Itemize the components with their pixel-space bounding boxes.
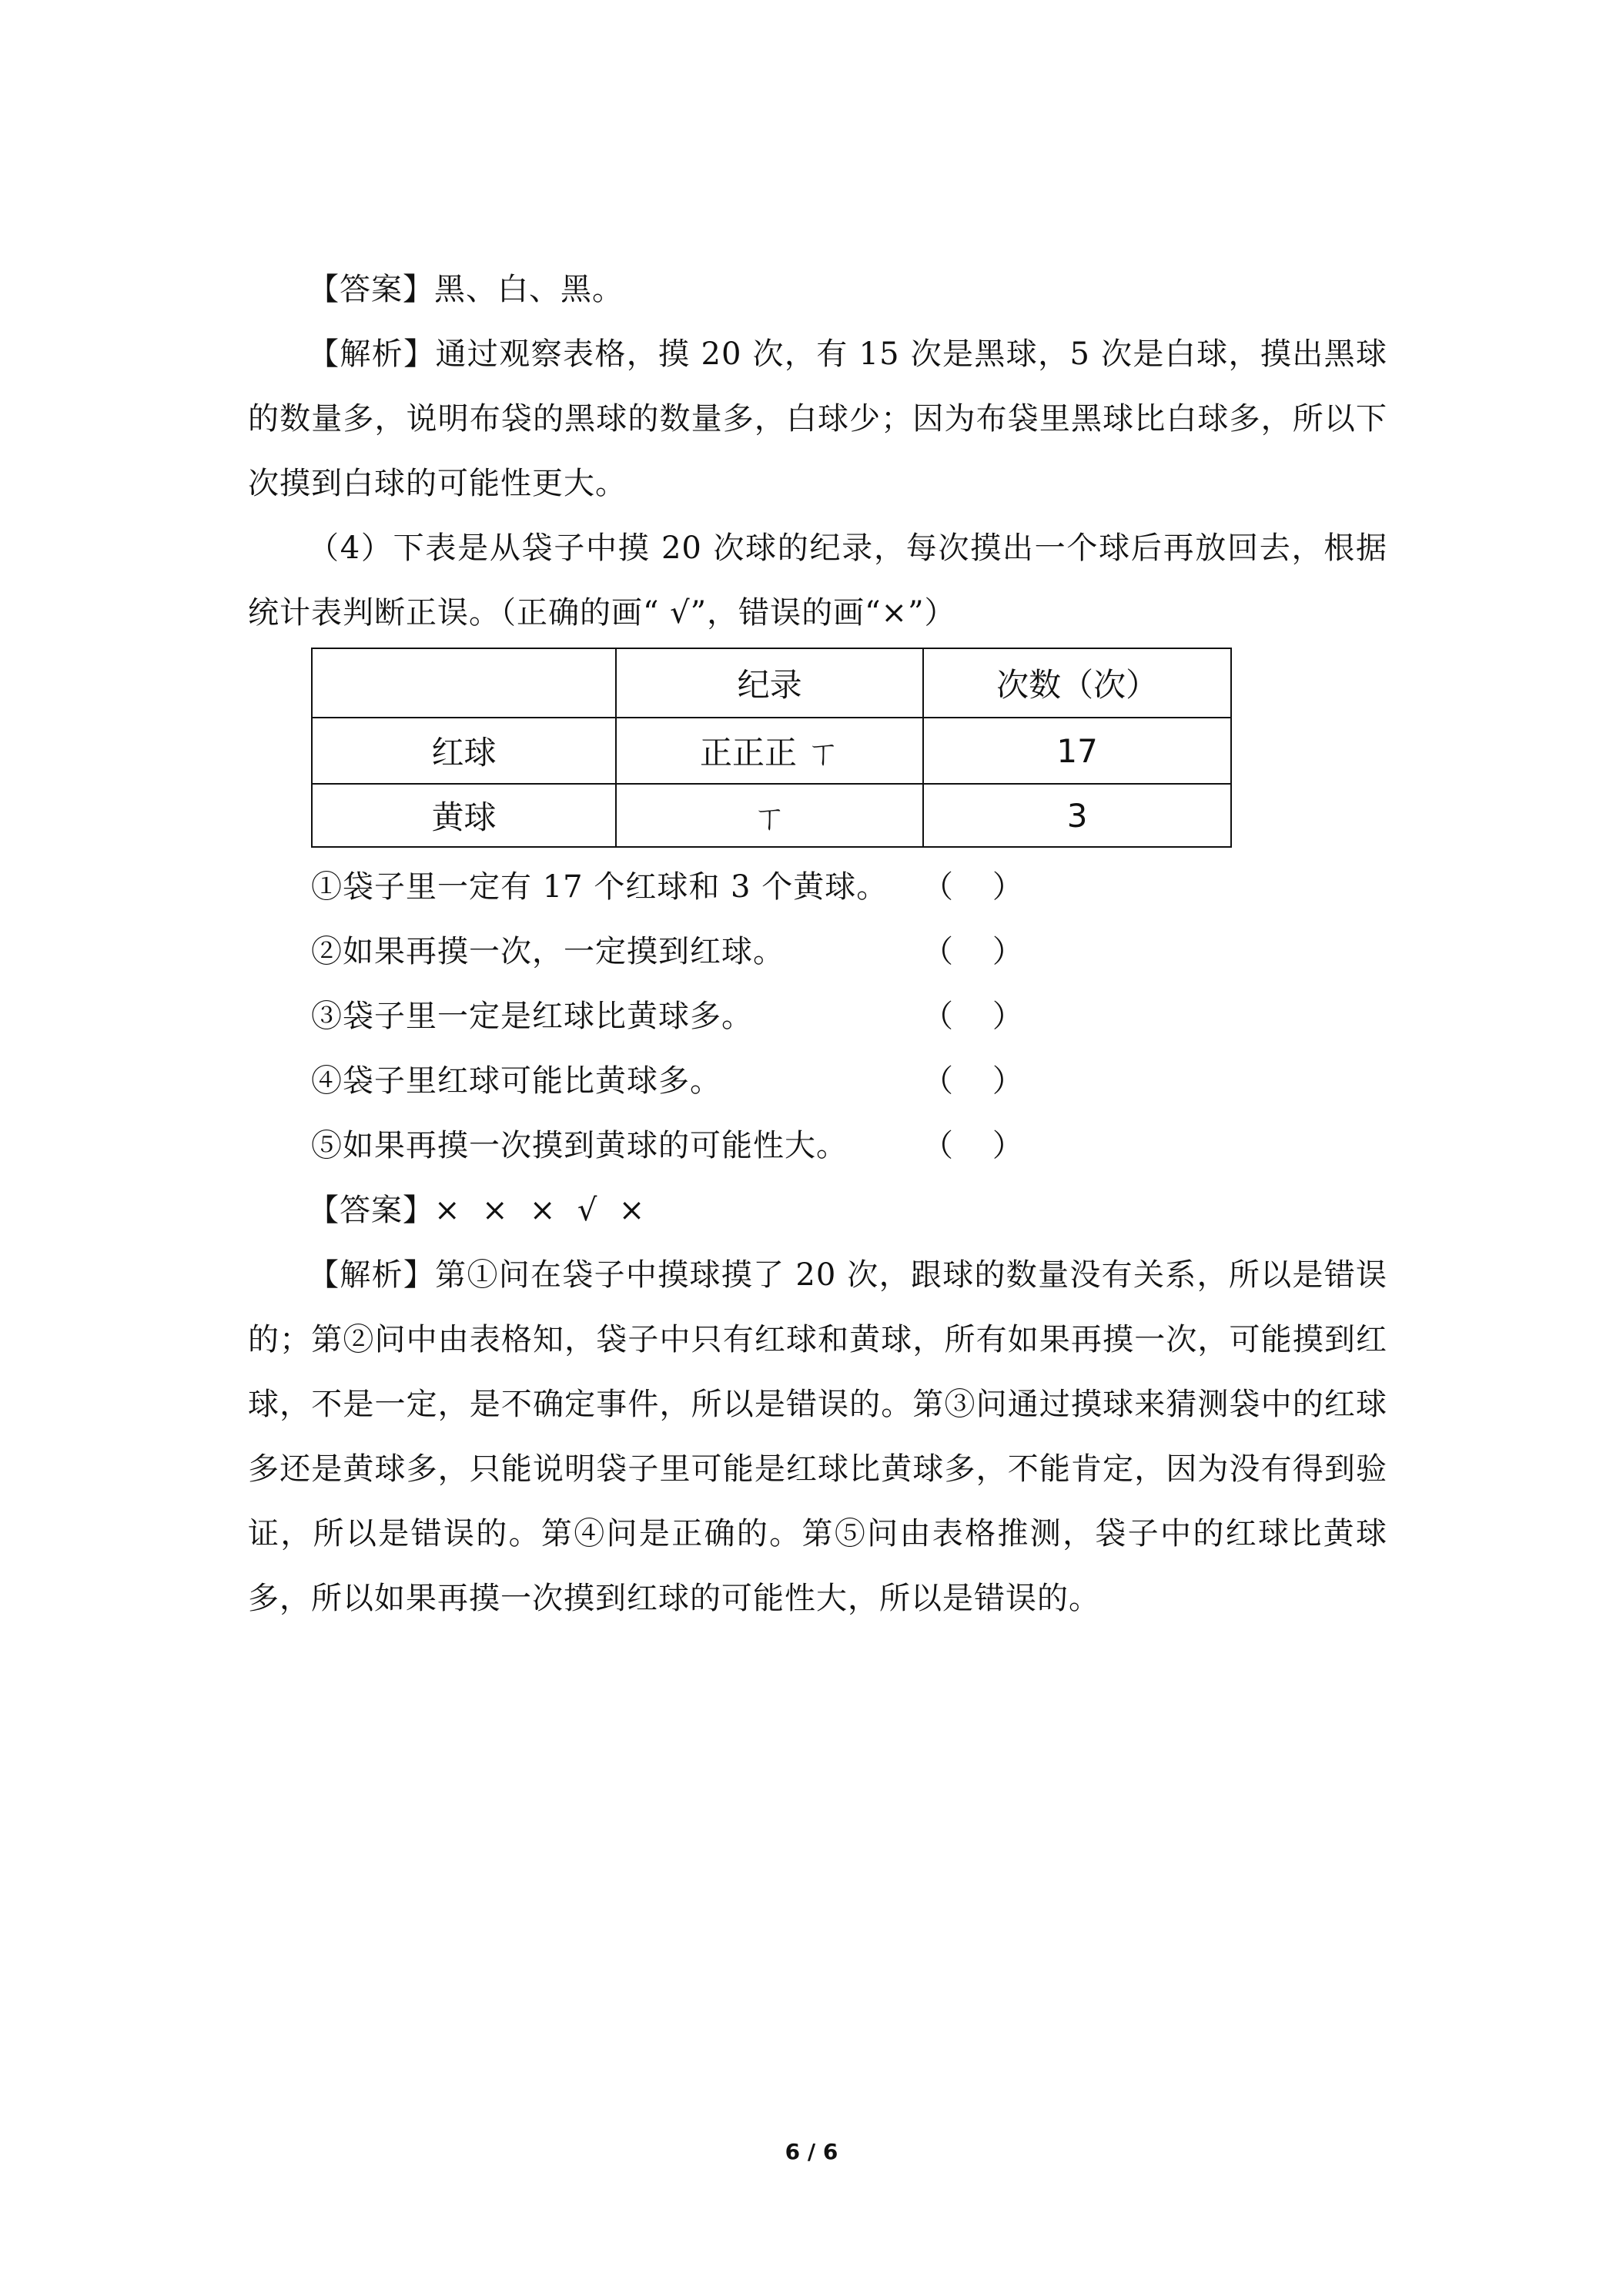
answer-blank-5: （ ） (922, 1128, 1023, 1163)
statement-3: ③袋子里一定是红球比黄球多。 (311, 999, 753, 1034)
table-header-cell (312, 648, 616, 718)
statement-2: ②如果再摸一次，一定摸到红球。 (311, 934, 785, 969)
part4-analysis: 【解析】第①问在袋子中摸球摸了 20 次，跟球的数量没有关系，所以是错误的；第②问中由表格知，袋子中只有红球和黄球，所有如果再摸一次，可能摸到红球，不是一定，是不确定事件，所以是错误的。第③问通过摸球来猜测袋中的红球多还是黄球多，只能说明袋子里可能是红球比黄球多，不能肯定，因为没有得到验证，所以是错误的。第④问是正确的。第⑤问由表格推测，袋子中的红球比黄球多，所以如果再摸一次摸到红球的可能性大，所以是错误的。 (248, 1257, 1387, 1616)
table-header-cell: 次数（次） (923, 648, 1231, 718)
table-header-row (312, 648, 1231, 718)
ball-color-cell: 黄球 (312, 784, 616, 847)
part4-answer: 【答案】× × × √ × (308, 1193, 646, 1228)
statement-4: ④袋子里红球可能比黄球多。 (311, 1063, 721, 1099)
answer-blank-4: （ ） (922, 1063, 1023, 1099)
tally-cell: 正正正 ㄒ (616, 718, 923, 784)
ball-color-cell: 红球 (312, 718, 616, 784)
part4-question: （4）下表是从袋子中摸 20 次球的纪录，每次摸出一个球后再放回去，根据统计表判断正误。（正确的画“ √”，错误的画“×”） (248, 530, 1387, 631)
tally-table (311, 648, 1232, 848)
count-cell: 17 (923, 718, 1231, 784)
statement-1: ①袋子里一定有 17 个红球和 3 个黄球。 (311, 869, 888, 905)
part3-analysis: 【解析】通过观察表格，摸 20 次，有 15 次是黑球，5 次是白球，摸出黑球的数量多，说明布袋的黑球的数量多，白球少；因为布袋里黑球比白球多，所以下次摸到白球的可能性更大。 (248, 336, 1387, 501)
answer-blank-3: （ ） (922, 999, 1023, 1034)
count-cell: 3 (923, 784, 1231, 847)
answer-blank-1: （ ） (922, 869, 1023, 905)
table-row (312, 718, 1231, 784)
tally-cell: ㄒ (616, 784, 923, 847)
table-header-cell: 纪录 (616, 648, 923, 718)
part3-answer: 【答案】黑、白、黑。 (308, 272, 624, 307)
page-number: 6 / 6 (785, 2139, 838, 2164)
table-row (312, 784, 1231, 847)
statement-5: ⑤如果再摸一次摸到黄球的可能性大。 (311, 1128, 848, 1163)
answer-blank-2: （ ） (922, 934, 1023, 969)
